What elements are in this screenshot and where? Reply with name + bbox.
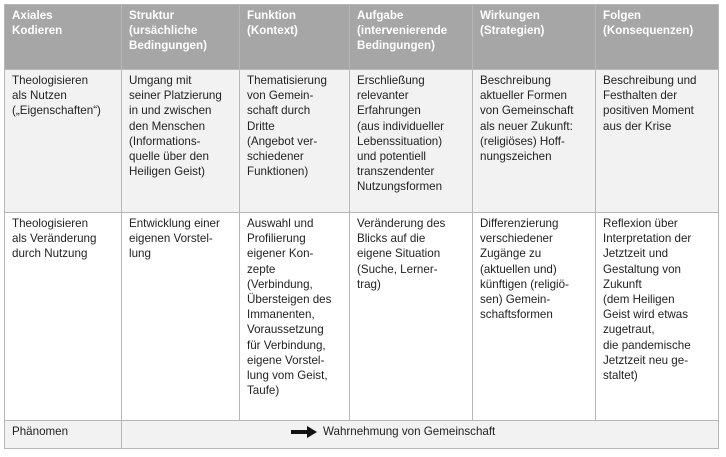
footer-row	[5, 421, 719, 449]
table-cell: Differenzierung verschiedener Zugänge zu (aktuellen und) künftigen (religiö- sen) Gemein- schaftsformen	[473, 213, 596, 421]
table-cell: Auswahl und Profilierung eigener Kon- zepte (Verbindung, Übersteigen des Immanenten, Voraussetzung für Verbindung, eigene Vorstel- lung vom Geist, Taufe)	[240, 213, 350, 421]
right-arrow-icon	[291, 426, 317, 438]
header-struktur: Struktur (ursächliche Bedingungen)	[122, 5, 240, 70]
header-funktion: Funktion (Kontext)	[240, 5, 350, 70]
table-cell: Erschließung relevanter Erfahrungen (aus individueller Lebenssituation) und potentiell transzendenter Nutzungsformen	[350, 70, 473, 213]
axial-coding-table	[4, 4, 719, 449]
row-label-nutzen: Theologisieren als Nutzen („Eigenschaften“)	[5, 70, 122, 213]
phenomenon-cell	[122, 421, 719, 449]
row-label-veraenderung: Theologisieren als Veränderung durch Nutzung	[5, 213, 122, 421]
table-cell: Beschreibung aktueller Formen von Gemeinschaft als neuer Zukunft: (religiöses) Hoff- nungszeichen	[473, 70, 596, 213]
table-cell: Umgang mit seiner Platzierung in und zwischen den Menschen (Informations- quelle über den Heiligen Geist)	[122, 70, 240, 213]
table-cell: Entwicklung einer eigenen Vorstel- lung	[122, 213, 240, 421]
table-cell: Thematisierung von Gemein- schaft durch Dritte (Angebot ver- schiedener Funktionen)	[240, 70, 350, 213]
header-axiales-kodieren: Axiales Kodieren	[5, 5, 122, 70]
table-cell: Reflexion über Interpretation der Jetztzeit und Gestaltung von Zukunft (dem Heiligen Geist wird etwas zugetraut, die pandemische Jetztzeit neu ge- staltet)	[596, 213, 719, 421]
header-wirkungen: Wirkungen (Strategien)	[473, 5, 596, 70]
header-folgen: Folgen (Konsequenzen)	[596, 5, 719, 70]
table-row	[5, 213, 719, 421]
phenomenon-label: Phänomen	[5, 421, 122, 449]
header-row	[5, 5, 719, 70]
phenomenon-text: Wahrnehmung von Gemeinschaft	[323, 425, 496, 438]
table-cell: Beschreibung und Festhalten der positiven Moment aus der Krise	[596, 70, 719, 213]
table-cell: Veränderung des Blicks auf die eigene Situation (Suche, Lerner- trag)	[350, 213, 473, 421]
phenomenon-content	[129, 424, 495, 439]
table-row	[5, 70, 719, 213]
header-aufgabe: Aufgabe (intervenierende Bedingungen)	[350, 5, 473, 70]
